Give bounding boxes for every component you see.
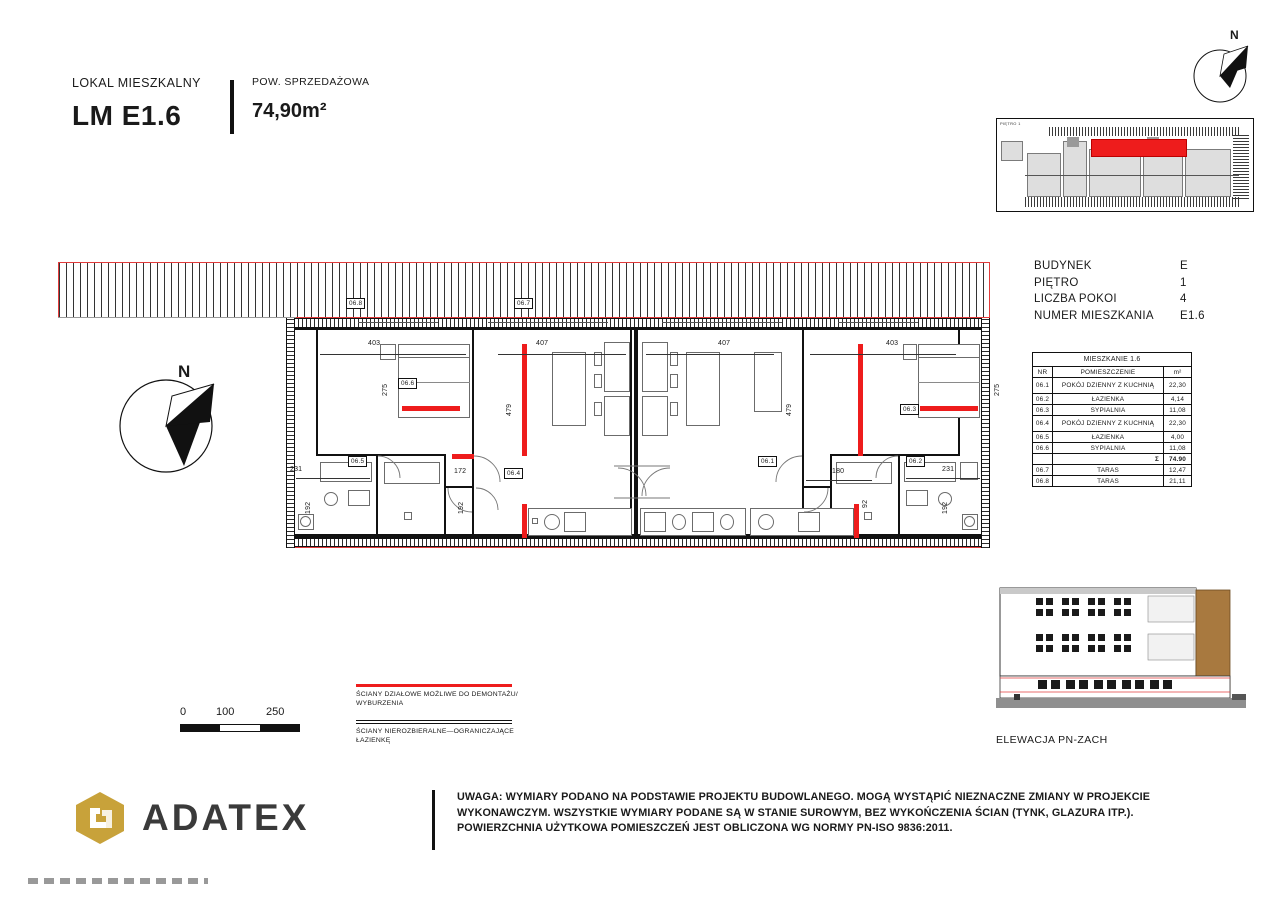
cell-area: 4,00 [1164,432,1192,443]
keyplan-hatch-top [1049,127,1239,136]
north-label-top: N [1230,28,1239,42]
info-row [1034,291,1244,308]
cell-room: TARAS [1053,465,1164,476]
footer [72,790,1222,850]
info-row [1034,308,1244,325]
legend-swatch-fixed [356,720,512,724]
table-header-row [1033,367,1192,378]
table-row [1033,476,1192,487]
keyplan-divider [1025,175,1239,176]
table-row [1033,443,1192,454]
room-tag-067: 06.7 [514,298,533,309]
table-row [1033,394,1192,405]
legend-group-fixed [356,720,536,745]
room-schedule-table [1032,352,1192,487]
scale-tick-0: 0 [180,706,187,718]
dim-192-right: 192 [942,501,949,514]
dim-479-left: 479 [506,403,513,416]
cell-room: POKÓJ DZIENNY Z KUCHNIĄ [1053,416,1164,432]
dimline-top-3 [646,354,774,355]
table-caption: MIESZKANIE 1.6 [1033,353,1192,367]
key-plan-label: PIĘTRO 1 [1000,121,1021,126]
cell-nr: 06.6 [1033,443,1053,454]
info-value: 4 [1180,293,1187,305]
area-kicker: POW. SPRZEDAŻOWA [252,76,370,88]
title-divider [230,80,234,134]
scale-bar [180,706,300,732]
info-label: PIĘTRO [1034,276,1079,289]
cell-room: SYPIALNIA [1053,405,1164,416]
header-room: POMIESZCZENIE [1053,367,1164,378]
cell-area: 22,30 [1164,378,1192,394]
cell-room: SYPIALNIA [1053,443,1164,454]
table-row [1033,378,1192,394]
keyplan-highlighted-unit [1091,139,1187,157]
cell-area: 11,08 [1164,405,1192,416]
cell-area: 12,47 [1164,465,1192,476]
cell-area: 11,08 [1164,443,1192,454]
scale-seg-1 [181,725,220,731]
elevation-drawing [996,582,1254,722]
page-bottom-marks [28,878,208,884]
sum-empty [1033,454,1053,465]
footer-disclaimer: UWAGA: WYMIARY PODANO NA PODSTAWIE PROJEKTU BUDOWLANEGO. MOGĄ WYSTĄPIĆ NIEZNACZNE ZMIANY W PROJEKCIE WYKONAWCZYM. WSZYSTKIE WYMIARY PODANE SĄ W STANIE SUROWYM, BEZ WYKOŃCZENIA ŚCIAN (TYNK, GLAZURA ITP.). POWIERZCHNIA UŻYTKOWA POMIESZCZEŃ JEST OBLICZONA WG NORMY PN-ISO 9836:2011. [457,791,1151,834]
info-label: NUMER MIESZKANIA [1034,309,1154,322]
cell-area: 4,14 [1164,394,1192,405]
area-value: 74,90m² [252,100,327,122]
dim-403-left: 403 [368,340,381,347]
legend-text-fixed: ŚCIANY NIEROZBIERALNE—OGRANICZAJĄCE ŁAZIENKĘ [356,728,514,744]
dim-275-right: 275 [994,383,1001,396]
room-tag-062: 06.2 [906,456,925,467]
brand-name: ADATEX [142,797,310,838]
room-tag-068: 06.8 [346,298,365,309]
unit-code: LM E1.6 [72,100,182,131]
table-row [1033,465,1192,476]
info-value: 1 [1180,276,1187,289]
dimline-top-2 [498,354,626,355]
footer-divider [432,790,435,850]
keyplan-core-a [1067,137,1079,147]
legend [356,684,536,745]
dim-231-right: 231 [942,466,955,473]
keyplan-block-f [1185,149,1231,197]
sum-value: 74.90 [1164,454,1192,465]
cell-area: 21,11 [1164,476,1192,487]
dim-479-right: 479 [786,403,793,416]
dimline-top-4 [810,354,956,355]
dim-407-left: 407 [536,340,549,347]
info-value: E1.6 [1180,309,1205,322]
table-row [1033,405,1192,416]
dim-180: 180 [832,468,845,475]
dim-275-left: 275 [382,383,389,396]
legend-text-demountable: ŚCIANY DZIAŁOWE MOŻLIWE DO DEMONTAŻU/ WYBURZENIA [356,691,518,707]
room-tag-063: 06.3 [900,404,919,415]
cell-room: TARAS [1053,476,1164,487]
keyplan-hatch-right [1233,135,1249,199]
info-label: BUDYNEK [1034,260,1092,272]
dimline-low-3 [906,478,980,479]
keyplan-block-a [1001,141,1023,161]
keyplan-block-c [1063,141,1087,197]
elevation-caption: ELEWACJA PN-ZACH [996,734,1108,746]
cell-nr: 06.4 [1033,416,1053,432]
info-value: E [1180,260,1188,272]
dim-92-right: 92 [862,499,869,508]
dim-231-left: 231 [290,466,303,473]
header-nr: NR [1033,367,1053,378]
room-tag-066: 06.6 [398,378,417,389]
info-label: LICZBA POKOI [1034,293,1117,305]
table-sum-row [1033,454,1192,465]
room-tag-064: 06.4 [504,468,523,479]
title-block [72,76,369,134]
compass-north-top [1186,28,1266,112]
elevation-thumbnail [996,582,1254,722]
cell-room: ŁAZIENKA [1053,394,1164,405]
table-row [1033,432,1192,443]
table-row [1033,416,1192,432]
room-tag-065: 06.5 [348,456,367,467]
header-area: m² [1164,367,1192,378]
key-plan [996,118,1254,212]
dimline-low-1 [296,478,370,479]
unit-info-list [1034,258,1244,324]
cell-area: 22,30 [1164,416,1192,432]
keyplan-hatch-bottom [1025,197,1239,207]
cell-room: ŁAZIENKA [1053,432,1164,443]
brand-logo [72,790,432,846]
room-tag-061: 06.1 [758,456,777,467]
cell-nr: 06.1 [1033,378,1053,394]
scale-tick-250: 250 [266,706,285,718]
unit-title [72,76,224,132]
scale-seg-3 [260,725,299,731]
area-block [252,76,369,123]
cell-room: POKÓJ DZIENNY Z KUCHNIĄ [1053,378,1164,394]
dim-192-mid-left: 192 [458,501,465,514]
north-label-main: N [178,362,191,381]
scale-seg-2 [220,725,259,731]
dimline-top-1 [320,354,466,355]
cell-nr: 06.7 [1033,465,1053,476]
logo-hexagon-icon [72,790,128,846]
dimline-low-2 [806,480,872,481]
info-row [1034,275,1244,292]
cell-nr: 06.2 [1033,394,1053,405]
dim-172: 172 [454,468,467,475]
legend-swatch-demountable [356,684,512,687]
floor-plan [58,256,1001,548]
adatex-logo-icon [72,790,128,846]
dim-192-left: 192 [305,501,312,514]
sum-symbol: Σ [1053,454,1164,465]
unit-kicker: LOKAL MIESZKALNY [72,76,201,90]
compass-icon [1186,32,1266,112]
cell-nr: 06.5 [1033,432,1053,443]
cell-nr: 06.3 [1033,405,1053,416]
cell-nr: 06.8 [1033,476,1053,487]
table-caption-row [1033,353,1192,367]
scale-tick-100: 100 [216,706,235,718]
info-row [1034,258,1244,275]
dim-407-right: 407 [718,340,731,347]
dim-403-right: 403 [886,340,899,347]
